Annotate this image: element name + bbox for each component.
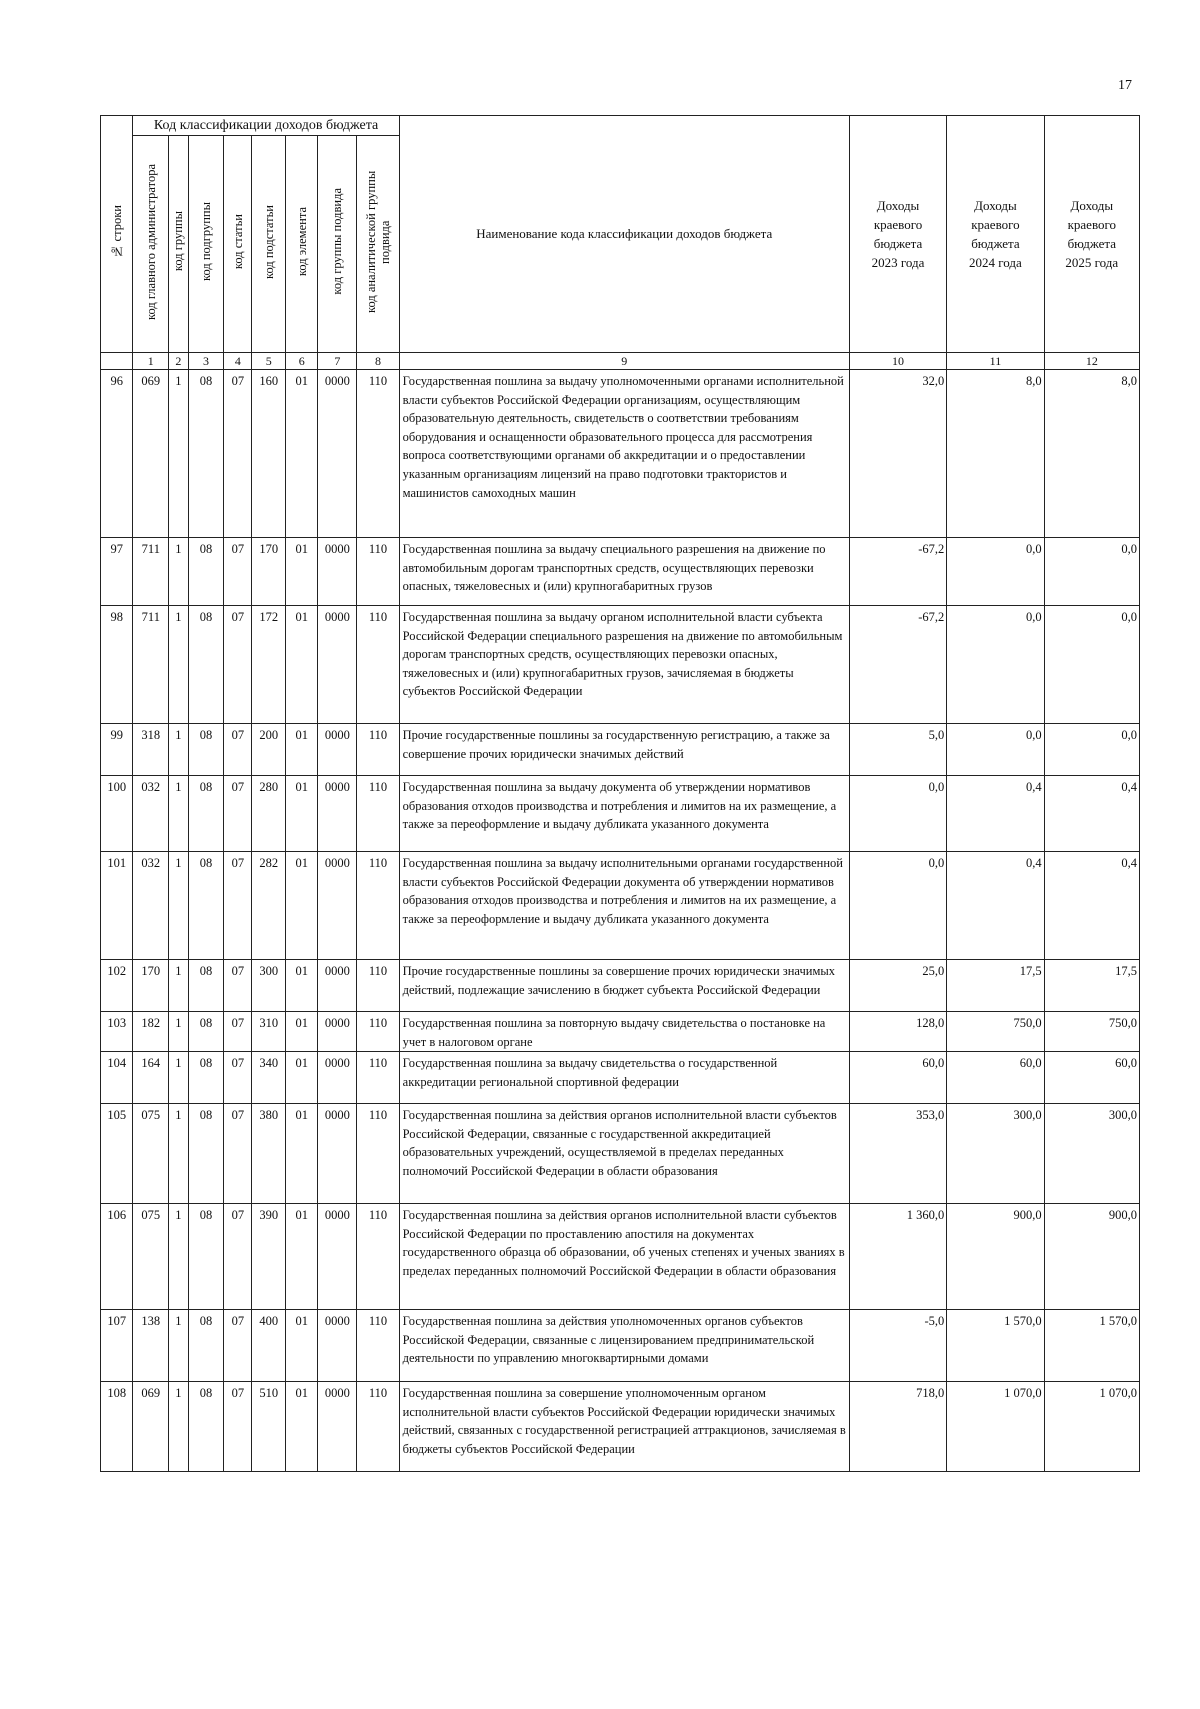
cell-analytic: 110 (357, 852, 399, 960)
table-row (101, 1104, 1140, 1204)
cell-subgroup: 08 (188, 776, 224, 852)
cell-no: 102 (101, 960, 133, 1012)
cell-admin: 075 (133, 1104, 169, 1204)
cell-admin: 032 (133, 852, 169, 960)
cell-admin: 711 (133, 606, 169, 724)
cell-subtype: 0000 (318, 776, 357, 852)
cell-subtype: 0000 (318, 1382, 357, 1472)
cell-analytic: 110 (357, 724, 399, 776)
table-row (101, 852, 1140, 960)
cell-y2025: 0,0 (1044, 606, 1139, 724)
cell-subgroup: 08 (188, 724, 224, 776)
cell-element: 01 (286, 1104, 318, 1204)
cell-name: Государственная пошлина за совершение уполномоченным органом исполнительной власти субъектов Российской Федерации юридически значимых действий, связанных с государственной регистрацией аттракционов, зачисляемая в бюджеты субъектов Российской Федерации (399, 1382, 849, 1472)
column-number: 11 (947, 353, 1044, 370)
cell-group: 1 (169, 1104, 188, 1204)
cell-name: Государственная пошлина за выдачу исполнительными органами государственной власти субъектов Российской Федерации документа об утверждении нормативов образования отходов производства и потребления и лимитов на их размещение, а также за переоформление и выдачу дубликата указанного документа (399, 852, 849, 960)
cell-y2025: 0,0 (1044, 538, 1139, 606)
cell-analytic: 110 (357, 370, 399, 538)
cell-y2025: 0,4 (1044, 852, 1139, 960)
cell-group: 1 (169, 1012, 188, 1052)
cell-subtype: 0000 (318, 370, 357, 538)
cell-y2023: 0,0 (849, 776, 946, 852)
cell-analytic: 110 (357, 606, 399, 724)
cell-article: 07 (224, 1204, 252, 1310)
cell-subgroup: 08 (188, 852, 224, 960)
cell-group: 1 (169, 852, 188, 960)
cell-subarticle: 380 (252, 1104, 286, 1204)
cell-group: 1 (169, 960, 188, 1012)
cell-admin: 069 (133, 370, 169, 538)
header-subgroup-code: код подгруппы (188, 136, 224, 353)
cell-analytic: 110 (357, 1052, 399, 1104)
table-row (101, 1012, 1140, 1052)
header-subarticle-code: код подстатьи (252, 136, 286, 353)
cell-element: 01 (286, 1310, 318, 1382)
page-number: 17 (1118, 78, 1132, 93)
table-row (101, 538, 1140, 606)
table-row (101, 724, 1140, 776)
cell-group: 1 (169, 1310, 188, 1382)
cell-article: 07 (224, 1052, 252, 1104)
column-number: 3 (188, 353, 224, 370)
cell-group: 1 (169, 724, 188, 776)
cell-article: 07 (224, 1310, 252, 1382)
cell-name: Государственная пошлина за выдачу специального разрешения на движение по автомобильным дорогам транспортных средств, осуществляющих перевозки опасных, тяжеловесных и (или) крупногабаритных грузов (399, 538, 849, 606)
cell-group: 1 (169, 1204, 188, 1310)
cell-y2024: 750,0 (947, 1012, 1044, 1052)
cell-subarticle: 400 (252, 1310, 286, 1382)
cell-y2025: 750,0 (1044, 1012, 1139, 1052)
cell-name: Государственная пошлина за действия уполномоченных органов субъектов Российской Федерации, связанные с лицензированием предпринимательской деятельности по управлению многоквартирными домами (399, 1310, 849, 1382)
cell-name: Государственная пошлина за повторную выдачу свидетельства о постановке на учет в налоговом органе (399, 1012, 849, 1052)
cell-article: 07 (224, 1382, 252, 1472)
column-number: 7 (318, 353, 357, 370)
cell-admin: 069 (133, 1382, 169, 1472)
cell-name: Прочие государственные пошлины за государственную регистрацию, а также за совершение прочих юридически значимых действий (399, 724, 849, 776)
cell-y2024: 0,0 (947, 606, 1044, 724)
cell-y2023: 353,0 (849, 1104, 946, 1204)
cell-admin: 170 (133, 960, 169, 1012)
cell-subarticle: 200 (252, 724, 286, 776)
cell-no: 98 (101, 606, 133, 724)
cell-element: 01 (286, 1012, 318, 1052)
cell-group: 1 (169, 606, 188, 724)
cell-admin: 138 (133, 1310, 169, 1382)
cell-no: 107 (101, 1310, 133, 1382)
table-row (101, 1052, 1140, 1104)
cell-element: 01 (286, 370, 318, 538)
cell-y2023: 32,0 (849, 370, 946, 538)
cell-group: 1 (169, 776, 188, 852)
cell-name: Государственная пошлина за выдачу документа об утверждении нормативов образования отходов производства и потребления и лимитов на их размещение, а также за переоформление и выдачу дубликата указанного документа (399, 776, 849, 852)
cell-article: 07 (224, 960, 252, 1012)
cell-subarticle: 282 (252, 852, 286, 960)
cell-y2024: 0,4 (947, 852, 1044, 960)
cell-admin: 075 (133, 1204, 169, 1310)
cell-analytic: 110 (357, 1012, 399, 1052)
cell-y2023: 0,0 (849, 852, 946, 960)
cell-analytic: 110 (357, 960, 399, 1012)
column-number: 2 (169, 353, 188, 370)
cell-subtype: 0000 (318, 606, 357, 724)
table-row (101, 1382, 1140, 1472)
column-number: 5 (252, 353, 286, 370)
cell-article: 07 (224, 1104, 252, 1204)
cell-no: 106 (101, 1204, 133, 1310)
cell-analytic: 110 (357, 1104, 399, 1204)
cell-y2023: 25,0 (849, 960, 946, 1012)
cell-name: Прочие государственные пошлины за совершение прочих юридически значимых действий, подлежащие зачислению в бюджет субъекта Российской Федерации (399, 960, 849, 1012)
cell-y2023: 718,0 (849, 1382, 946, 1472)
cell-subgroup: 08 (188, 1012, 224, 1052)
table-row (101, 1204, 1140, 1310)
cell-y2023: -5,0 (849, 1310, 946, 1382)
cell-subtype: 0000 (318, 1052, 357, 1104)
cell-no: 108 (101, 1382, 133, 1472)
cell-subarticle: 310 (252, 1012, 286, 1052)
cell-subarticle: 170 (252, 538, 286, 606)
header-income-2025: Доходы краевого бюджета 2025 года (1044, 116, 1139, 353)
cell-subgroup: 08 (188, 1104, 224, 1204)
cell-y2025: 1 070,0 (1044, 1382, 1139, 1472)
table-row (101, 776, 1140, 852)
cell-y2025: 60,0 (1044, 1052, 1139, 1104)
cell-subgroup: 08 (188, 1382, 224, 1472)
cell-no: 100 (101, 776, 133, 852)
cell-article: 07 (224, 1012, 252, 1052)
cell-y2025: 1 570,0 (1044, 1310, 1139, 1382)
cell-group: 1 (169, 1052, 188, 1104)
cell-name: Государственная пошлина за действия органов исполнительной власти субъектов Российской Федерации по проставлению апостиля на документах государственного образца об образовании, об ученых степенях и ученых званиях в пределах переданных полномочий Российской Федерации в области образования (399, 1204, 849, 1310)
column-number: 10 (849, 353, 946, 370)
cell-subtype: 0000 (318, 1104, 357, 1204)
cell-element: 01 (286, 606, 318, 724)
cell-subarticle: 390 (252, 1204, 286, 1310)
cell-y2024: 1 570,0 (947, 1310, 1044, 1382)
cell-subtype: 0000 (318, 1012, 357, 1052)
table-row (101, 606, 1140, 724)
cell-y2024: 8,0 (947, 370, 1044, 538)
cell-no: 101 (101, 852, 133, 960)
cell-subgroup: 08 (188, 1310, 224, 1382)
cell-y2024: 17,5 (947, 960, 1044, 1012)
cell-subtype: 0000 (318, 852, 357, 960)
cell-analytic: 110 (357, 1204, 399, 1310)
cell-y2024: 1 070,0 (947, 1382, 1044, 1472)
cell-subarticle: 510 (252, 1382, 286, 1472)
cell-no: 97 (101, 538, 133, 606)
cell-name: Государственная пошлина за выдачу свидетельства о государственной аккредитации региональной спортивной федерации (399, 1052, 849, 1104)
cell-group: 1 (169, 538, 188, 606)
header-analytic-group-code: код аналитической группы подвида (357, 136, 399, 353)
cell-article: 07 (224, 606, 252, 724)
column-number: 1 (133, 353, 169, 370)
cell-y2023: -67,2 (849, 606, 946, 724)
cell-analytic: 110 (357, 776, 399, 852)
header-code-group: Код классификации доходов бюджета (133, 116, 399, 136)
cell-group: 1 (169, 370, 188, 538)
header-admin-code: код главного администратора (133, 136, 169, 353)
cell-y2025: 300,0 (1044, 1104, 1139, 1204)
column-number: 12 (1044, 353, 1139, 370)
column-number: 6 (286, 353, 318, 370)
table-row (101, 370, 1140, 538)
cell-element: 01 (286, 776, 318, 852)
cell-subarticle: 160 (252, 370, 286, 538)
cell-y2025: 8,0 (1044, 370, 1139, 538)
cell-no: 96 (101, 370, 133, 538)
table-row (101, 960, 1140, 1012)
cell-y2024: 900,0 (947, 1204, 1044, 1310)
header-row-no: № строки (101, 116, 133, 353)
cell-y2025: 0,4 (1044, 776, 1139, 852)
cell-element: 01 (286, 1204, 318, 1310)
cell-subtype: 0000 (318, 1204, 357, 1310)
cell-y2024: 0,0 (947, 538, 1044, 606)
cell-admin: 711 (133, 538, 169, 606)
cell-name: Государственная пошлина за выдачу уполномоченными органами исполнительной власти субъектов Российской Федерации организациям, осуществляющим образовательную деятельность, свидетельств о соответствии требованиям оборудования и оснащенности образовательного процесса для рассмотрения вопроса соответствующими органами об аккредитации и о предоставлении указанным организациям лицензий на право подготовки трактористов и машинистов самоходных машин (399, 370, 849, 538)
cell-element: 01 (286, 1052, 318, 1104)
cell-y2024: 0,0 (947, 724, 1044, 776)
cell-article: 07 (224, 776, 252, 852)
header-article-code: код статьи (224, 136, 252, 353)
cell-y2023: 1 360,0 (849, 1204, 946, 1310)
cell-subtype: 0000 (318, 538, 357, 606)
column-number-row (101, 353, 1140, 370)
cell-article: 07 (224, 370, 252, 538)
income-classification-table (100, 115, 1140, 1472)
header-subtype-group-code: код группы подвида (318, 136, 357, 353)
cell-element: 01 (286, 960, 318, 1012)
cell-y2025: 900,0 (1044, 1204, 1139, 1310)
cell-article: 07 (224, 852, 252, 960)
cell-subtype: 0000 (318, 1310, 357, 1382)
cell-article: 07 (224, 724, 252, 776)
cell-admin: 164 (133, 1052, 169, 1104)
cell-element: 01 (286, 724, 318, 776)
cell-y2024: 0,4 (947, 776, 1044, 852)
cell-no: 99 (101, 724, 133, 776)
cell-no: 103 (101, 1012, 133, 1052)
cell-y2023: -67,2 (849, 538, 946, 606)
cell-analytic: 110 (357, 1310, 399, 1382)
cell-admin: 032 (133, 776, 169, 852)
cell-y2023: 128,0 (849, 1012, 946, 1052)
cell-subgroup: 08 (188, 1204, 224, 1310)
cell-admin: 182 (133, 1012, 169, 1052)
cell-no: 104 (101, 1052, 133, 1104)
cell-element: 01 (286, 852, 318, 960)
column-number: 4 (224, 353, 252, 370)
cell-article: 07 (224, 538, 252, 606)
cell-y2024: 60,0 (947, 1052, 1044, 1104)
cell-analytic: 110 (357, 1382, 399, 1472)
cell-subgroup: 08 (188, 960, 224, 1012)
cell-no: 105 (101, 1104, 133, 1204)
header-income-2024: Доходы краевого бюджета 2024 года (947, 116, 1044, 353)
cell-name: Государственная пошлина за действия органов исполнительной власти субъектов Российской Федерации, связанные с государственной аккредитацией образовательных учреждений, осуществляемой в пределах переданных полномочий Российской Федерации в области образования (399, 1104, 849, 1204)
cell-analytic: 110 (357, 538, 399, 606)
cell-y2025: 17,5 (1044, 960, 1139, 1012)
cell-y2023: 60,0 (849, 1052, 946, 1104)
cell-subgroup: 08 (188, 370, 224, 538)
header-element-code: код элемента (286, 136, 318, 353)
cell-subtype: 0000 (318, 724, 357, 776)
table-row (101, 1310, 1140, 1382)
column-number (101, 353, 133, 370)
cell-subarticle: 280 (252, 776, 286, 852)
cell-element: 01 (286, 1382, 318, 1472)
cell-name: Государственная пошлина за выдачу органом исполнительной власти субъекта Российской Федерации специального разрешения на движение по автомобильным дорогам транспортных средств, осуществляющих перевозки опасных, тяжеловесных и (или) крупногабаритных грузов, зачисляемая в бюджеты субъектов Российской Федерации (399, 606, 849, 724)
column-number: 9 (399, 353, 849, 370)
cell-subtype: 0000 (318, 960, 357, 1012)
cell-element: 01 (286, 538, 318, 606)
cell-y2024: 300,0 (947, 1104, 1044, 1204)
cell-y2025: 0,0 (1044, 724, 1139, 776)
cell-subarticle: 340 (252, 1052, 286, 1104)
cell-subarticle: 300 (252, 960, 286, 1012)
header-name: Наименование кода классификации доходов бюджета (399, 116, 849, 353)
cell-subgroup: 08 (188, 538, 224, 606)
header-group-code: код группы (169, 136, 188, 353)
header-income-2023: Доходы краевого бюджета 2023 года (849, 116, 946, 353)
cell-admin: 318 (133, 724, 169, 776)
column-number: 8 (357, 353, 399, 370)
cell-subarticle: 172 (252, 606, 286, 724)
cell-subgroup: 08 (188, 606, 224, 724)
cell-group: 1 (169, 1382, 188, 1472)
cell-y2023: 5,0 (849, 724, 946, 776)
cell-subgroup: 08 (188, 1052, 224, 1104)
